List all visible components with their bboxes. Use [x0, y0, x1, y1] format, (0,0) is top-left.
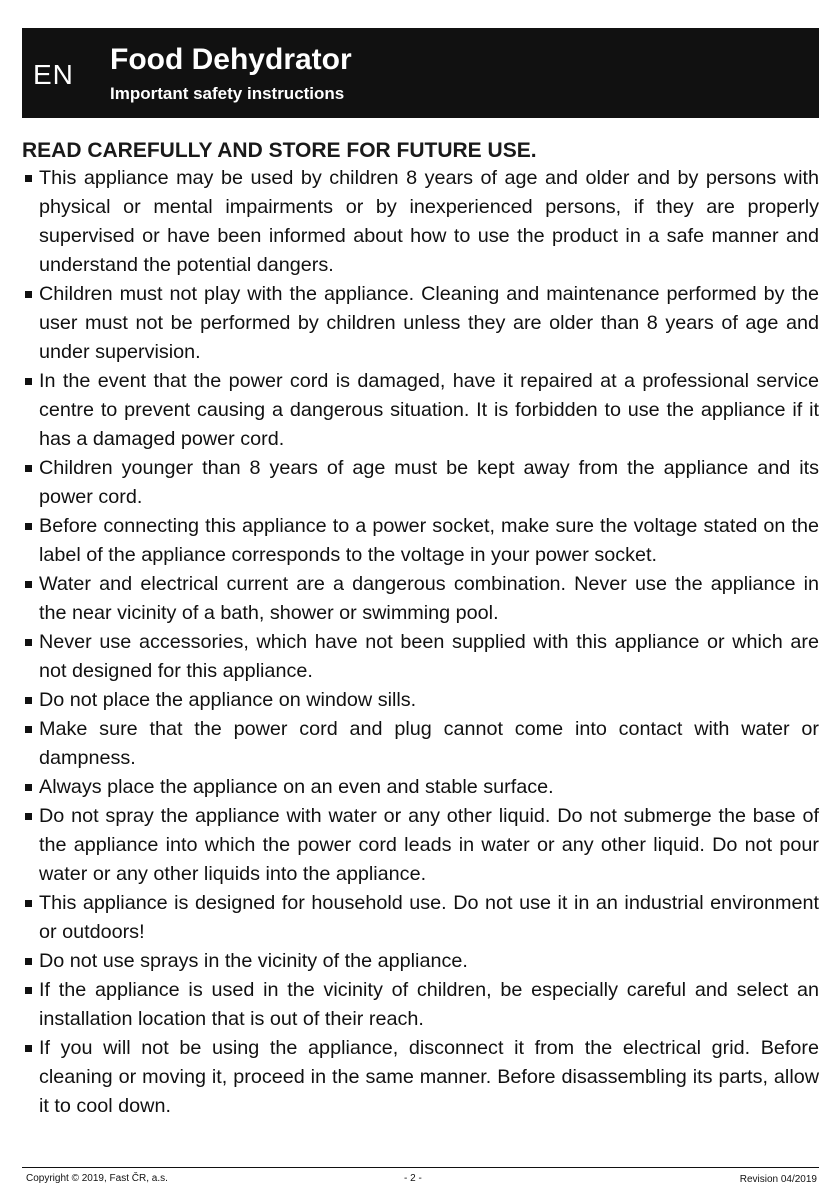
list-item-text: Children younger than 8 years of age must be kept away from the appliance and its power cord. — [39, 457, 819, 508]
list-item — [22, 280, 819, 367]
list-item — [22, 512, 819, 570]
bullet-icon — [25, 987, 32, 994]
list-item-text: Children must not play with the appliance. Cleaning and maintenance performed by the user must not be performed by children unless they are older than 8 years of age and under supervision. — [39, 283, 819, 363]
bullet-icon — [25, 175, 32, 182]
bullet-icon — [25, 900, 32, 907]
footer-copyright: Copyright © 2019, Fast ČR, a.s. — [26, 1173, 168, 1184]
bullet-icon — [25, 958, 32, 965]
list-item — [22, 976, 819, 1034]
list-item-text: Do not spray the appliance with water or any other liquid. Do not submerge the base of the appliance into which the power cord leads in water or any other liquid. Do not pour water or any other liquids into the appliance. — [39, 805, 819, 885]
list-item-text: Water and electrical current are a dangerous combination. Never use the appliance in the near vicinity of a bath, shower or swimming pool. — [39, 573, 819, 624]
bullet-icon — [25, 581, 32, 588]
footer-page-number: - 2 - — [404, 1173, 422, 1184]
header-banner — [22, 28, 819, 118]
bullet-icon — [25, 523, 32, 530]
list-item — [22, 570, 819, 628]
list-item — [22, 454, 819, 512]
list-item-text: Do not use sprays in the vicinity of the appliance. — [39, 950, 468, 972]
safety-instructions-list — [22, 164, 819, 1121]
bullet-icon — [25, 784, 32, 791]
list-item-text: Do not place the appliance on window sills. — [39, 689, 417, 711]
bullet-icon — [25, 726, 32, 733]
list-item — [22, 947, 819, 976]
list-item-text: This appliance is designed for household use. Do not use it in an industrial environment or outdoors! — [39, 892, 819, 943]
document-title: Food Dehydrator — [110, 43, 352, 76]
list-item-text: Make sure that the power cord and plug cannot come into contact with water or dampness. — [39, 718, 819, 769]
list-item-text: If the appliance is used in the vicinity of children, be especially careful and select an installation location that is out of their reach. — [39, 979, 819, 1030]
list-item — [22, 773, 819, 802]
list-item — [22, 715, 819, 773]
list-item-text: Never use accessories, which have not been supplied with this appliance or which are not designed for this appliance. — [39, 631, 819, 682]
list-item — [22, 889, 819, 947]
bullet-icon — [25, 697, 32, 704]
list-item-text: Always place the appliance on an even and stable surface. — [39, 776, 554, 798]
bullet-icon — [25, 1045, 32, 1052]
bullet-icon — [25, 378, 32, 385]
list-item — [22, 1034, 819, 1121]
list-item-text: In the event that the power cord is damaged, have it repaired at a professional service centre to prevent causing a dangerous situation. It is forbidden to use the appliance if it has a damaged power cord. — [39, 370, 819, 450]
bullet-icon — [25, 465, 32, 472]
list-item — [22, 686, 819, 715]
document-subtitle: Important safety instructions — [110, 84, 345, 103]
footer-divider — [22, 1167, 819, 1168]
lead-instruction: READ CAREFULLY AND STORE FOR FUTURE USE. — [22, 139, 537, 162]
list-item — [22, 628, 819, 686]
footer-revision: Revision 04/2019 — [739, 1174, 817, 1185]
language-code: EN — [33, 59, 74, 90]
bullet-icon — [25, 639, 32, 646]
list-item — [22, 367, 819, 454]
list-item-text: Before connecting this appliance to a power socket, make sure the voltage stated on the label of the appliance corresponds to the voltage in your power socket. — [39, 515, 819, 566]
list-item-text: If you will not be using the appliance, disconnect it from the electrical grid. Before cleaning or moving it, proceed in the same manner. Before disassembling its parts, allow it to cool down. — [39, 1037, 819, 1117]
bullet-icon — [25, 813, 32, 820]
list-item — [22, 802, 819, 889]
list-item-text: This appliance may be used by children 8 years of age and older and by persons with physical or mental impairments or by inexperienced persons, if they are properly supervised or have been informed about how to use the product in a safe manner and understand the potential dangers. — [39, 167, 819, 276]
bullet-icon — [25, 291, 32, 298]
list-item — [22, 164, 819, 280]
